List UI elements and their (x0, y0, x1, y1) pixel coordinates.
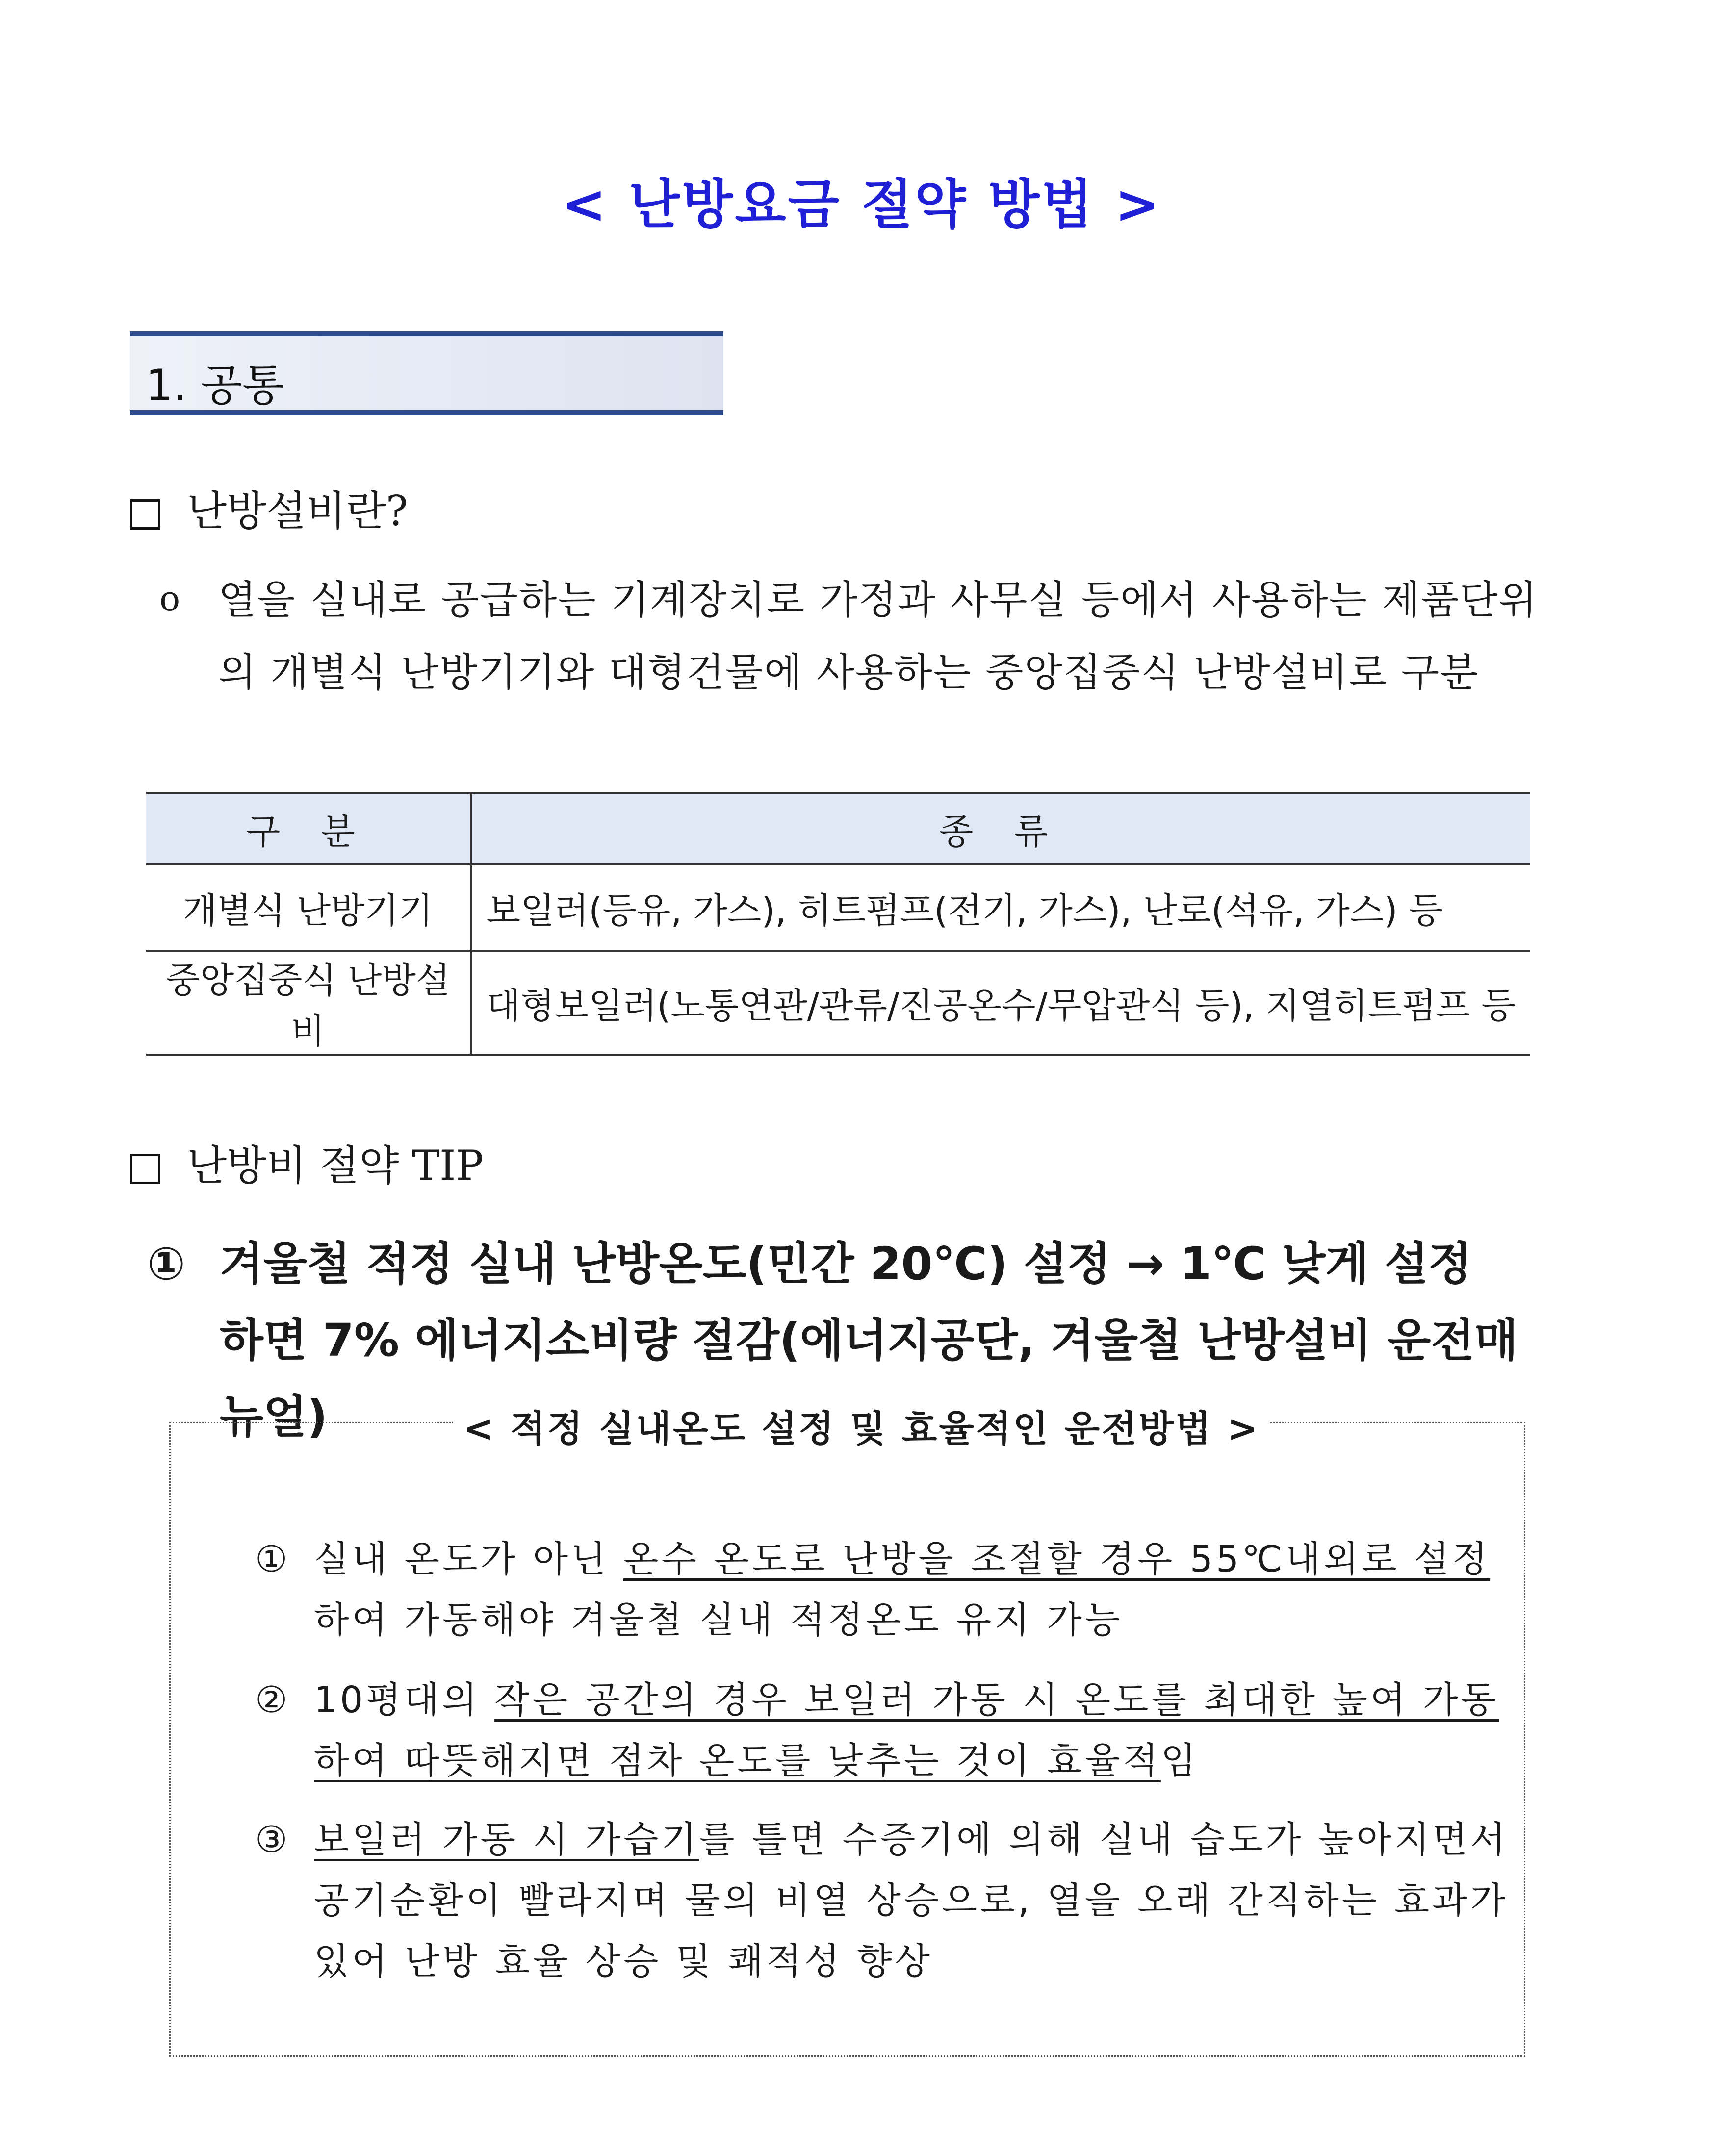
box-title (0, 1400, 1723, 1452)
table-cell-category: 개별식 난방기기 (146, 864, 471, 951)
tip-line-2: 하면 7% 에너지소비량 절감(에너지공단, 겨울철 난방설비 운전매뉴얼) (220, 1314, 1518, 1443)
question-heading-text: 난방설비란? (187, 487, 408, 535)
table-row (146, 951, 1530, 1055)
item-text (255, 1809, 1518, 1992)
question-heading-tip (130, 1133, 484, 1192)
table-header-types: 종 류 (471, 793, 1530, 864)
item-text-underlined: 온수 온도로 난방을 조절할 경우 55℃내외로 설정 (623, 1538, 1491, 1580)
section-label: 공통 (200, 360, 284, 410)
tip-line-1: 겨울철 적정 실내 난방온도(민간 20℃) 설정 → 1℃ 낮게 설정 (220, 1238, 1472, 1290)
item-number: ③ (255, 1819, 291, 1861)
table-cell-category: 중앙집중식 난방설비 (146, 951, 471, 1055)
definition-paragraph: 열을 실내로 공급하는 기계장치로 가정과 사무실 등에서 사용하는 제품단위의 개별식 난방기기와 대형건물에 사용하는 중앙집중식 난방설비로 구분 (218, 577, 1538, 695)
section-number: 1. (146, 360, 187, 410)
tip-number: ① (147, 1238, 185, 1290)
box-item-2 (255, 1670, 1518, 1791)
section-header (130, 331, 723, 415)
question-heading-facility (130, 478, 408, 537)
square-bullet-icon (130, 1154, 160, 1184)
heating-types-table (146, 792, 1530, 1056)
square-bullet-icon (130, 499, 160, 530)
item-text-underlined: 작은 공간의 경우 보일러 가동 시 온도를 최대한 높여 가동하여 따뜻해지면 점차 온도를 낮추는 것이 효율적 (314, 1679, 1499, 1782)
box-item-3 (255, 1809, 1518, 1992)
item-text-plain: 하여 가동해야 겨울철 실내 적정온도 유지 가능 (314, 1599, 1123, 1641)
box-title-text: < 적정 실내온도 설정 및 효율적인 운전방법 > (453, 1408, 1271, 1450)
table-header-row (146, 793, 1530, 864)
item-text-plain: 임 (1160, 1740, 1199, 1782)
question-heading-text: 난방비 절약 TIP (187, 1141, 484, 1190)
item-text-plain: 를 틀면 수증기에 의해 실내 습도가 높아지면서 공기순환이 빨라지며 물의 비열 상승으로, 열을 오래 간직하는 효과가 있어 난방 효율 상승 및 쾌적성 향상 (314, 1819, 1509, 1982)
item-text-plain: 10평대의 (314, 1679, 495, 1721)
section-header-text (146, 351, 284, 413)
item-text-underlined: 보일러 가동 시 가습기 (314, 1819, 699, 1861)
page-title: < 난방요금 절약 방법 > (562, 174, 1161, 235)
box-item-1 (255, 1529, 1518, 1650)
table-header-category: 구 분 (146, 793, 471, 864)
table-cell-types: 보일러(등유, 가스), 히트펌프(전기, 가스), 난로(석유, 가스) 등 (471, 864, 1530, 951)
table-cell-types: 대형보일러(노통연관/관류/진공온수/무압관식 등), 지열히트펌프 등 (471, 951, 1530, 1055)
item-text (255, 1529, 1518, 1650)
item-text (255, 1670, 1518, 1791)
circle-bullet-icon: o (159, 579, 180, 619)
item-text-plain: 실내 온도가 아닌 (314, 1538, 623, 1580)
table-row (146, 864, 1530, 951)
item-number: ① (255, 1538, 291, 1580)
item-number: ② (255, 1679, 291, 1721)
